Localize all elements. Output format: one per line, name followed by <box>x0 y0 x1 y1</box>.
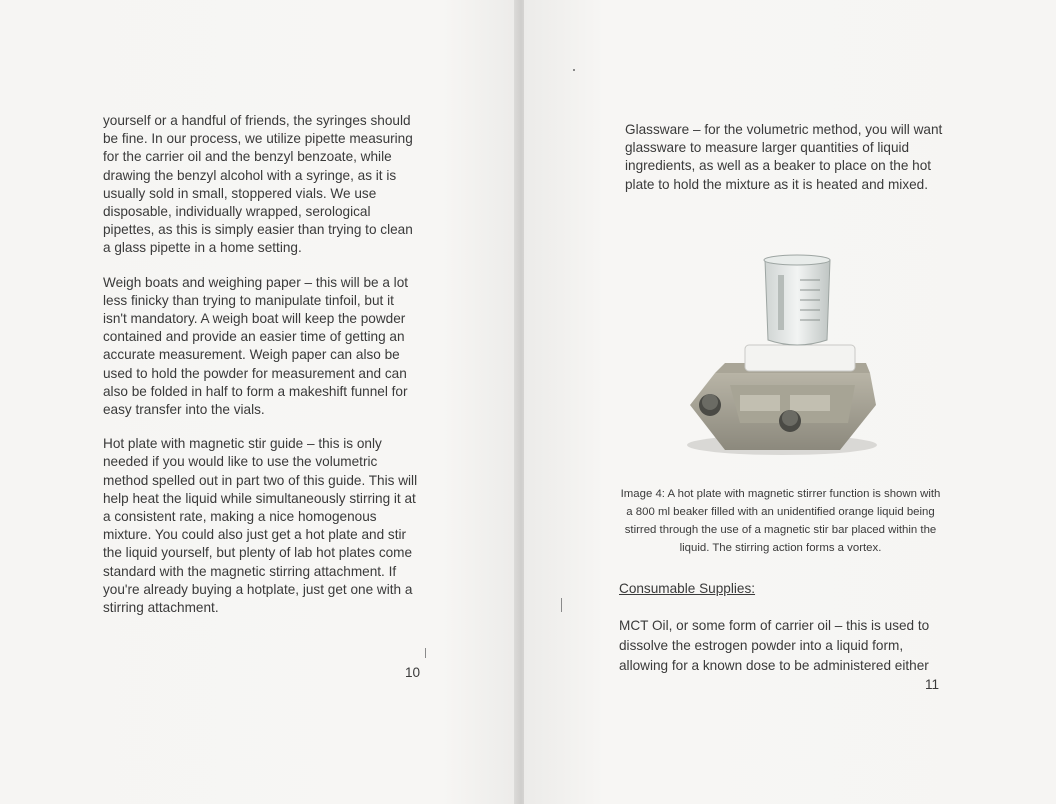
paragraph-weigh-boats: Weigh boats and weighing paper – this will be a lot less finicky than trying to manipulate tinfoil, but it isn't mandatory. A weigh boat will keep the powder contained and provide an easier time of getting an accurate measurement. Weigh paper can also be used to hold the powder for measurement and can also be folded in half to form a makeshift funnel for easy transfer into the vials. <box>103 274 409 418</box>
paragraph-glassware: Glassware – for the volumetric method, you will want glassware to measure larger quantities of liquid ingredients, as well as a beaker to place on the hot plate to hold the mixture as it is heated and mixed. <box>625 122 943 192</box>
paragraph-hot-plate: Hot plate with magnetic stir guide – this is only needed if you would like to use the volumetric method spelled out in part two of this guide. This will help heat the liquid while simultaneously stirring it at a consistent rate, making a nice homogenous mixture. You could also just get a hot plate and stir the liquid yourself, but plenty of lab hot plates come standard with the magnetic stirring attachment. If you're already buying a hotplate, just get one with a stirring attachment. <box>103 436 418 616</box>
figure-caption: Image 4: A hot plate with magnetic stirrer function is shown with a 800 ml beaker filled with an unidentified orange liquid being stirred through the use of a magnetic stir bar placed within the liquid. The stirring action forms a vortex. <box>620 488 941 554</box>
paragraph-syringes: yourself or a handful of friends, the syringes should be fine. In our process, we utilize pipette measuring for the carrier oil and the benzyl benzoate, while drawing the benzyl alcohol with a syringe, as it is usually sold in small, stoppered vials. We use disposable, individually wrapped, serological pipettes, as this is simply easier than trying to clean a glass pipette in a home setting. <box>103 113 413 256</box>
paragraph-mct-oil-container <box>619 616 941 676</box>
hot-plate-stirrer-with-beaker-icon <box>680 245 880 460</box>
page-number-left: 10 <box>405 665 421 680</box>
right-page-text <box>625 121 947 210</box>
left-page <box>0 0 520 804</box>
page-speck <box>561 598 562 612</box>
left-page-text <box>103 112 421 633</box>
page-speck <box>573 69 575 71</box>
page-speck <box>425 648 426 658</box>
paragraph-mct-oil: MCT Oil, or some form of carrier oil – this is used to dissolve the estrogen powder into a liquid form, allowing for a known dose to be administered either <box>619 618 930 673</box>
section-heading: Consumable Supplies: <box>619 581 756 596</box>
page-number-right: 11 <box>925 677 940 692</box>
